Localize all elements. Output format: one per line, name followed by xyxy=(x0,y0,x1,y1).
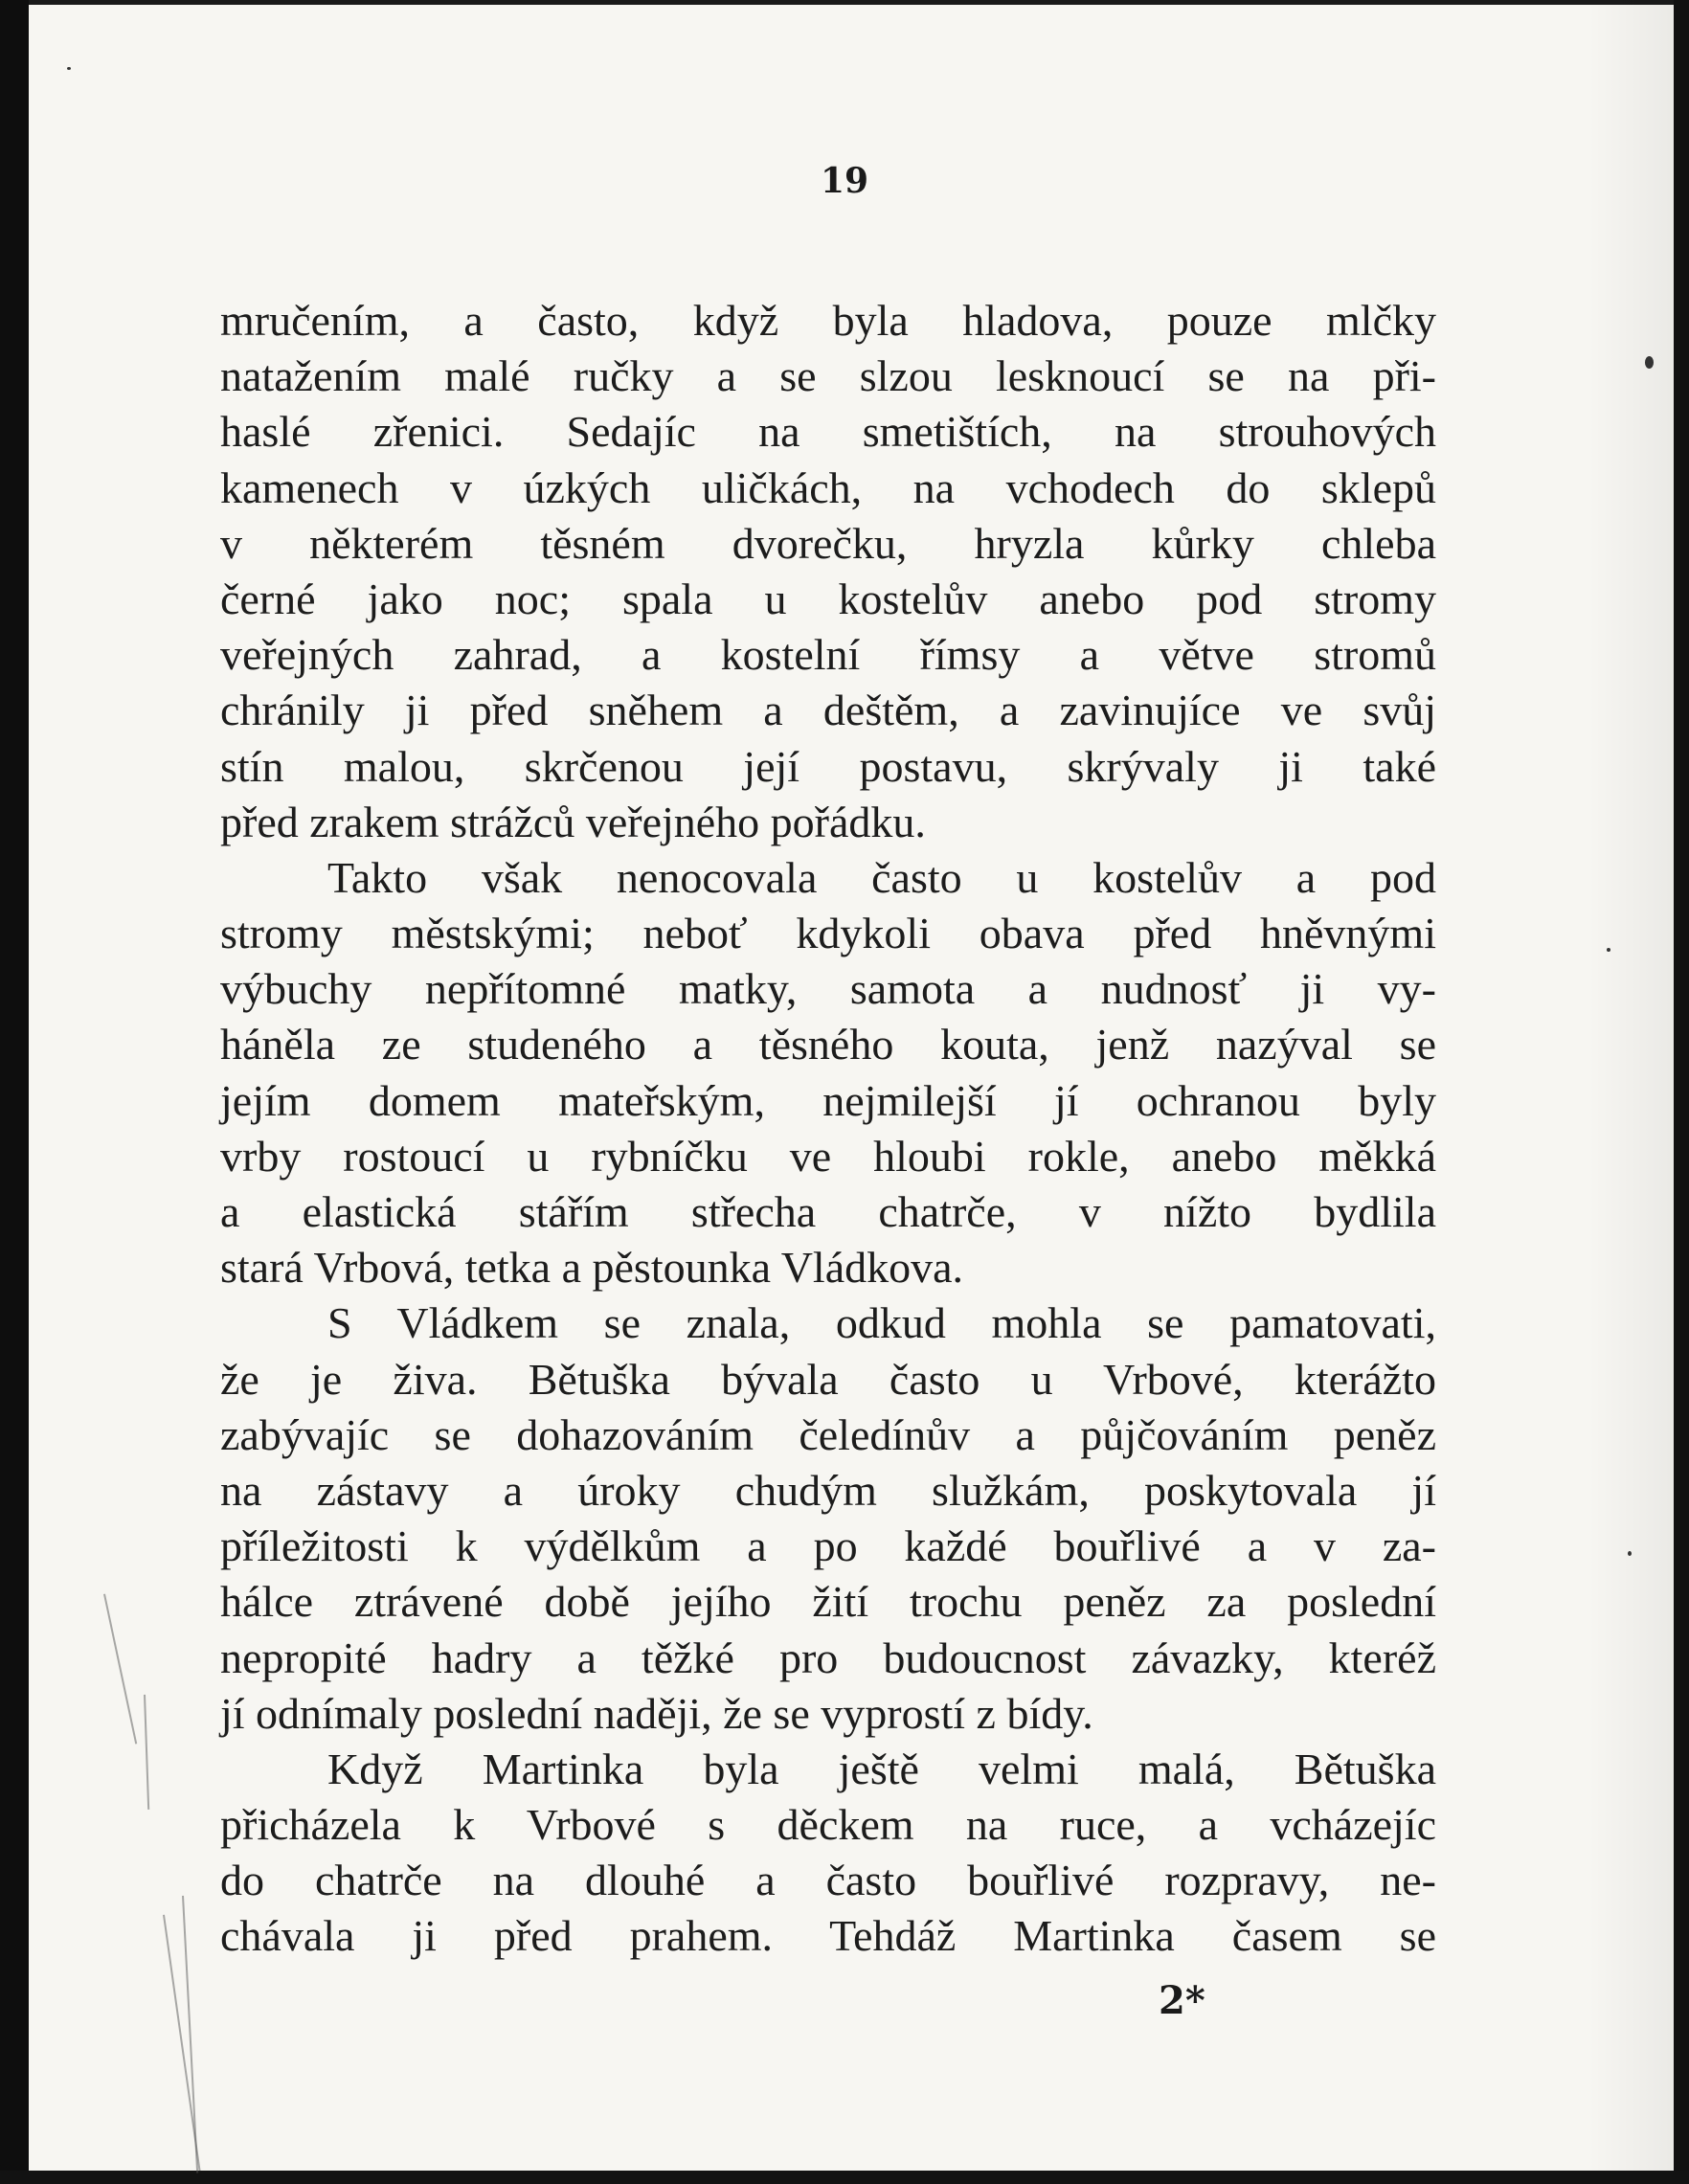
text-line: nepropité hadry a těžké pro budoucnost závazky, kteréž xyxy=(220,1632,1436,1682)
text-line: haslé zřenici. Sedajíc na smetištích, na strouhových xyxy=(220,407,1436,457)
scan-scratch xyxy=(163,1915,201,2172)
text-line: stín malou, skrčenou její postavu, skrývaly ji také xyxy=(220,741,1436,791)
page-gutter-shadow xyxy=(1588,0,1674,2171)
text-line: hálce ztrávené době jejího žití trochu peněz za poslední xyxy=(220,1577,1436,1627)
text-line: háněla ze studeného a těsného kouta, jenž nazýval se xyxy=(220,1020,1436,1069)
text-line: stromy městskými; neboť kdykoli obava před hněvnými xyxy=(220,909,1436,958)
text-line: výbuchy nepřítomné matky, samota a nudnosť ji vy- xyxy=(220,964,1436,1014)
text-line: a elastická stářím střecha chatrče, v nížto bydlila xyxy=(220,1187,1436,1236)
text-line: mručením, a často, když byla hladova, pouze mlčky xyxy=(220,296,1436,345)
text-line: chránily ji před sněhem a deštěm, a zavinujíce ve svůj xyxy=(220,686,1436,735)
scan-speck xyxy=(1628,1551,1632,1556)
text-line: příležitosti k výdělkům a po každé bouřlivé a v za- xyxy=(220,1521,1436,1571)
text-line: chávala ji před prahem. Tehdáž Martinka časem se xyxy=(220,1911,1436,1961)
text-line: na zástavy a úroky chudým služkám, poskytovala jí xyxy=(220,1465,1436,1515)
scan-speck xyxy=(1607,948,1610,952)
text-line: že je živa. Bětuška bývala často u Vrbové, kterážto xyxy=(220,1354,1436,1404)
text-line: jejím domem mateřským, nejmilejší jí ochranou byly xyxy=(220,1075,1436,1125)
scan-scratch xyxy=(182,1896,198,2173)
text-line: přicházela k Vrbové s děckem na ruce, a vcházejíc xyxy=(220,1800,1436,1850)
scan-border-bottom xyxy=(0,2171,1689,2184)
text-line: v některém těsném dvorečku, hryzla kůrky chleba xyxy=(220,518,1436,568)
text-line: před zrakem strážců veřejného pořádku. xyxy=(220,797,926,846)
body-text xyxy=(220,293,1436,1965)
scan-border-left xyxy=(0,0,29,2184)
text-line: veřejných zahrad, a kostelní římsy a větve stromů xyxy=(220,630,1436,680)
text-line: kamenech v úzkých uličkách, na vchodech do sklepů xyxy=(220,462,1436,512)
text-line: stará Vrbová, tetka a pěstounka Vládkova. xyxy=(220,1243,964,1293)
text-line: jí odnímaly poslední naději, že se vyprostí z bídy. xyxy=(220,1688,1093,1738)
scan-border-top xyxy=(0,0,1689,5)
scan-speck xyxy=(1645,356,1654,369)
scan-border-right xyxy=(1674,0,1689,2184)
text-line: S Vládkem se znala, odkud mohla se pamatovati, xyxy=(327,1298,1436,1348)
text-line: vrby rostoucí u rybníčku ve hloubi rokle, anebo měkká xyxy=(220,1131,1436,1181)
page-number: 19 xyxy=(820,161,869,201)
text-line: zabývajíc se dohazováním čeledínův a půjčováním peněz xyxy=(220,1409,1436,1459)
text-line: natažením malé ručky a se slzou lesknoucí se na při- xyxy=(220,351,1436,401)
text-line: černé jako noc; spala u kostelův anebo pod stromy xyxy=(220,574,1436,623)
scan-speck xyxy=(67,67,71,70)
scan-scratch xyxy=(144,1695,149,1810)
text-line: do chatrče na dlouhé a často bouřlivé rozpravy, ne- xyxy=(220,1856,1436,1905)
signature-mark: 2* xyxy=(1159,1978,1205,2023)
text-line: Takto však nenocovala často u kostelův a pod xyxy=(327,852,1436,902)
text-line: Když Martinka byla ještě velmi malá, Bětuška xyxy=(327,1744,1436,1793)
scan-scratch xyxy=(103,1594,137,1745)
